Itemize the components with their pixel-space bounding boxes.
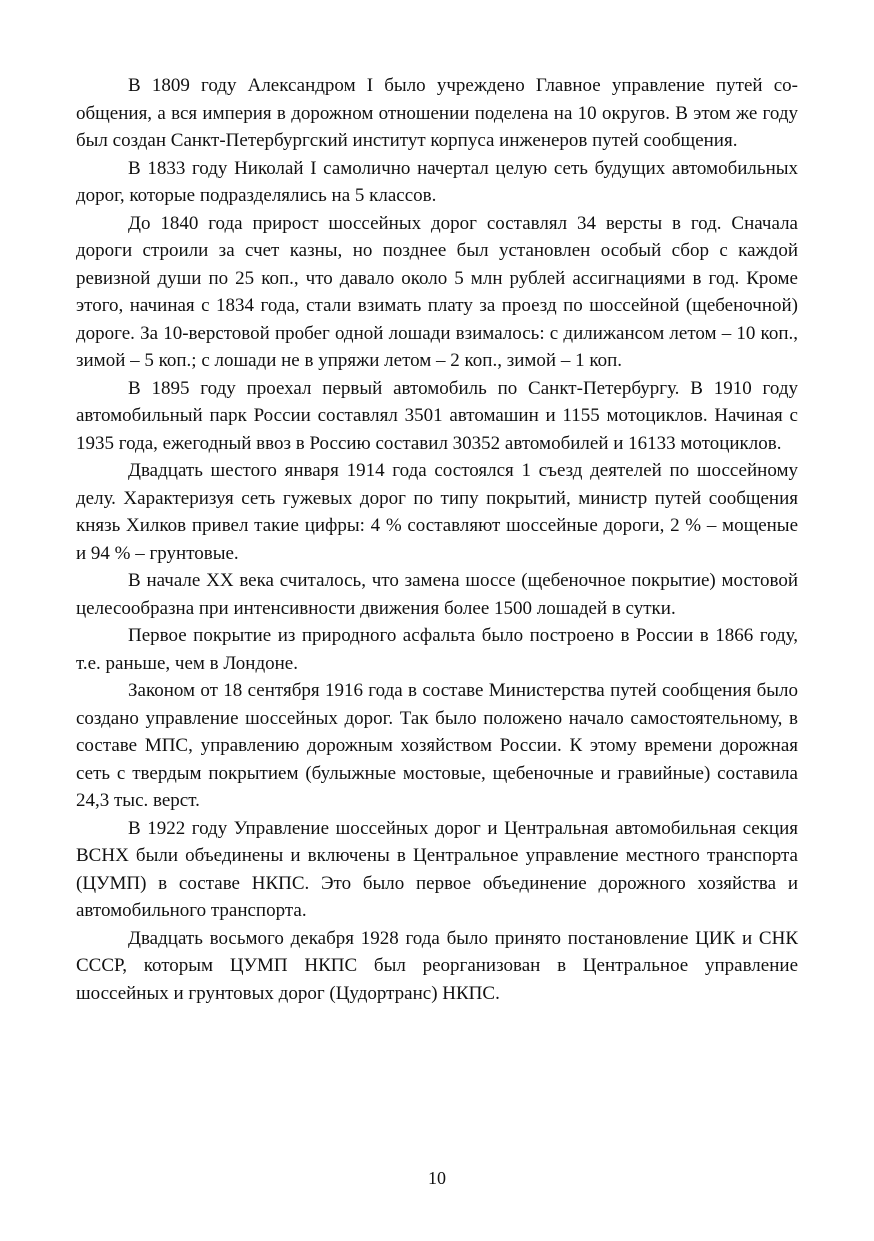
paragraph: В начале XX века считалось, что замена шоссе (щебеночное покрытие) мостовой целесообразна при интенсивности движения более 1500 лошадей в сутки. xyxy=(76,570,798,619)
paragraph: Первое покрытие из природного асфальта было построено в России в 1866 году, т.е. раньше, чем в Лондоне. xyxy=(76,625,798,674)
paragraph: Двадцать восьмого декабря 1928 года было принято постановление ЦИК и СНК СССР, которым ЦУМП НКПС был реорганизован в Центральное управление шоссейных и грунтовых дорог (Цудортранс) НКПС. xyxy=(76,927,798,1004)
paragraph: Двадцать шестого января 1914 года состоялся 1 съезд деятелей по шоссейному делу. Характеризуя сеть гужевых дорог по типу покрытий, министр путей сообщения князь Хилков привел такие цифры: 4 % составляют шоссейные дороги, 2 % – мощеные и 94 % – грунтовые. xyxy=(76,460,798,564)
paragraph: В 1922 году Управление шоссейных дорог и Центральная автомобильная секция ВСНХ были объединены и включены в Центральное управление местного транспорта (ЦУМП) в составе НКПС. Это было первое объединение дорожного хозяйства и автомобильного транспорта. xyxy=(76,817,798,921)
page-number: 10 xyxy=(428,1168,446,1188)
paragraph: В 1895 году проехал первый автомобиль по Санкт-Петербургу. В 1910 году автомобильный парк России составлял 3501 автомашин и 1155 мотоциклов. Начиная с 1935 года, ежегодный ввоз в Россию составил 30352 автомобилей и 16133 мотоциклов. xyxy=(76,377,798,454)
document-body xyxy=(76,72,798,1007)
paragraph: В 1833 году Николай I самолично начертал целую сеть будущих автомобильных дорог, которые подразделялись на 5 классов. xyxy=(76,157,798,206)
paragraph: Законом от 18 сентября 1916 года в составе Министерства путей сообщения было создано управление шоссейных дорог. Так было положено начало самостоятельному, в составе МПС, управлению дорожным хозяйством России. К этому времени дорожная сеть с твердым покрытием (булыжные мостовые, щебеночные и гравийные) составила 24,3 тыс. верст. xyxy=(76,680,798,811)
paragraph: В 1809 году Александром I было учреждено Главное управление путей сообщения, а вся империя в дорожном отношении поделена на 10 округов. В этом же году был создан Санкт-Петербургский институт корпуса инженеров путей сообщения. xyxy=(76,75,798,151)
paragraph: До 1840 года прирост шоссейных дорог составлял 34 версты в год. Сначала дороги строили за счет казны, но позднее был установлен особый сбор с каждой ревизной души по 25 коп., что давало около 5 млн рублей ассигнациями в год. Кроме этого, начиная с 1834 года, стали взимать плату за проезд по шоссейной (щебеночной) дороге. За 10-верстовой пробег одной лошади взималось: с дилижансом летом – 10 коп., зимой – 5 коп.; с лошади не в упряжи летом – 2 коп., зимой – 1 коп. xyxy=(76,212,798,371)
